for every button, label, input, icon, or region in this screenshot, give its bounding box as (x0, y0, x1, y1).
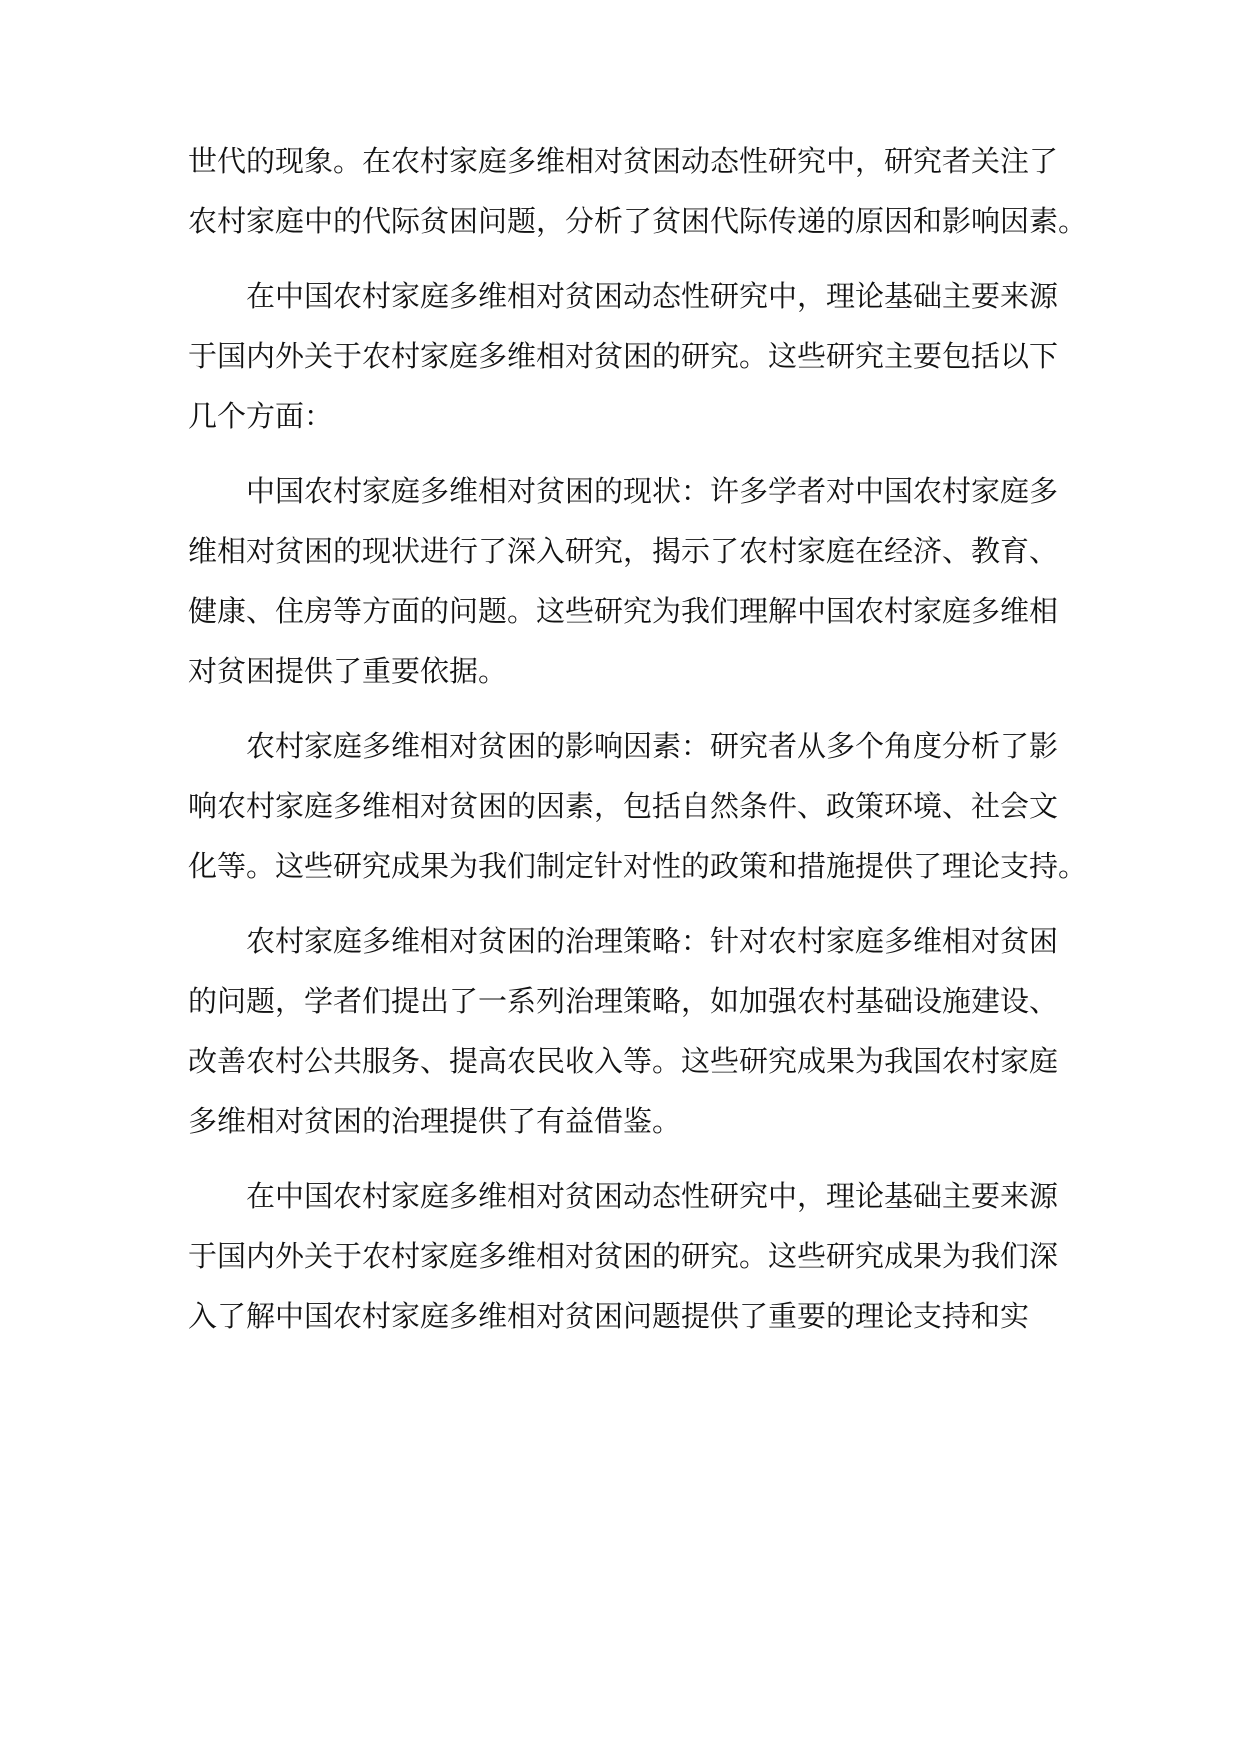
paragraph-first-line: 在中国农村家庭多维相对贫困动态性研究中，理论基础主要来源 (246, 1179, 1059, 1213)
text-line: 对贫困提供了重要依据。 (188, 654, 508, 688)
text-line: 化等。这些研究成果为我们制定针对性的政策和措施提供了理论支持。 (188, 849, 1088, 883)
text-line: 世代的现象。在农村家庭多维相对贫困动态性研究中，研究者关注了 (188, 144, 1059, 178)
text-line: 改善农村公共服务、提高农民收入等。这些研究成果为我国农村家庭 (188, 1044, 1059, 1078)
paragraph-first-line: 农村家庭多维相对贫困的影响因素：研究者从多个角度分析了影 (246, 729, 1059, 763)
text-line: 于国内外关于农村家庭多维相对贫困的研究。这些研究成果为我们深 (188, 1239, 1059, 1273)
text-line: 几个方面： (188, 399, 334, 433)
text-line: 多维相对贫困的治理提供了有益借鉴。 (188, 1104, 682, 1138)
text-line: 的问题，学者们提出了一系列治理策略，如加强农村基础设施建设、 (188, 984, 1059, 1018)
paragraph-first-line: 在中国农村家庭多维相对贫困动态性研究中，理论基础主要来源 (246, 279, 1059, 313)
text-line: 维相对贫困的现状进行了深入研究，揭示了农村家庭在经济、教育、 (188, 534, 1059, 568)
text-line: 农村家庭中的代际贫困问题，分析了贫困代际传递的原因和影响因素。 (188, 204, 1088, 238)
paragraph-first-line: 中国农村家庭多维相对贫困的现状：许多学者对中国农村家庭多 (246, 474, 1059, 508)
text-line: 响农村家庭多维相对贫困的因素，包括自然条件、政策环境、社会文 (188, 789, 1059, 823)
text-line: 入了解中国农村家庭多维相对贫困问题提供了重要的理论支持和实 (188, 1299, 1030, 1333)
text-line: 健康、住房等方面的问题。这些研究为我们理解中国农村家庭多维相 (188, 594, 1059, 628)
paragraph-first-line: 农村家庭多维相对贫困的治理策略：针对农村家庭多维相对贫困 (246, 924, 1059, 958)
text-line: 于国内外关于农村家庭多维相对贫困的研究。这些研究主要包括以下 (188, 339, 1059, 373)
